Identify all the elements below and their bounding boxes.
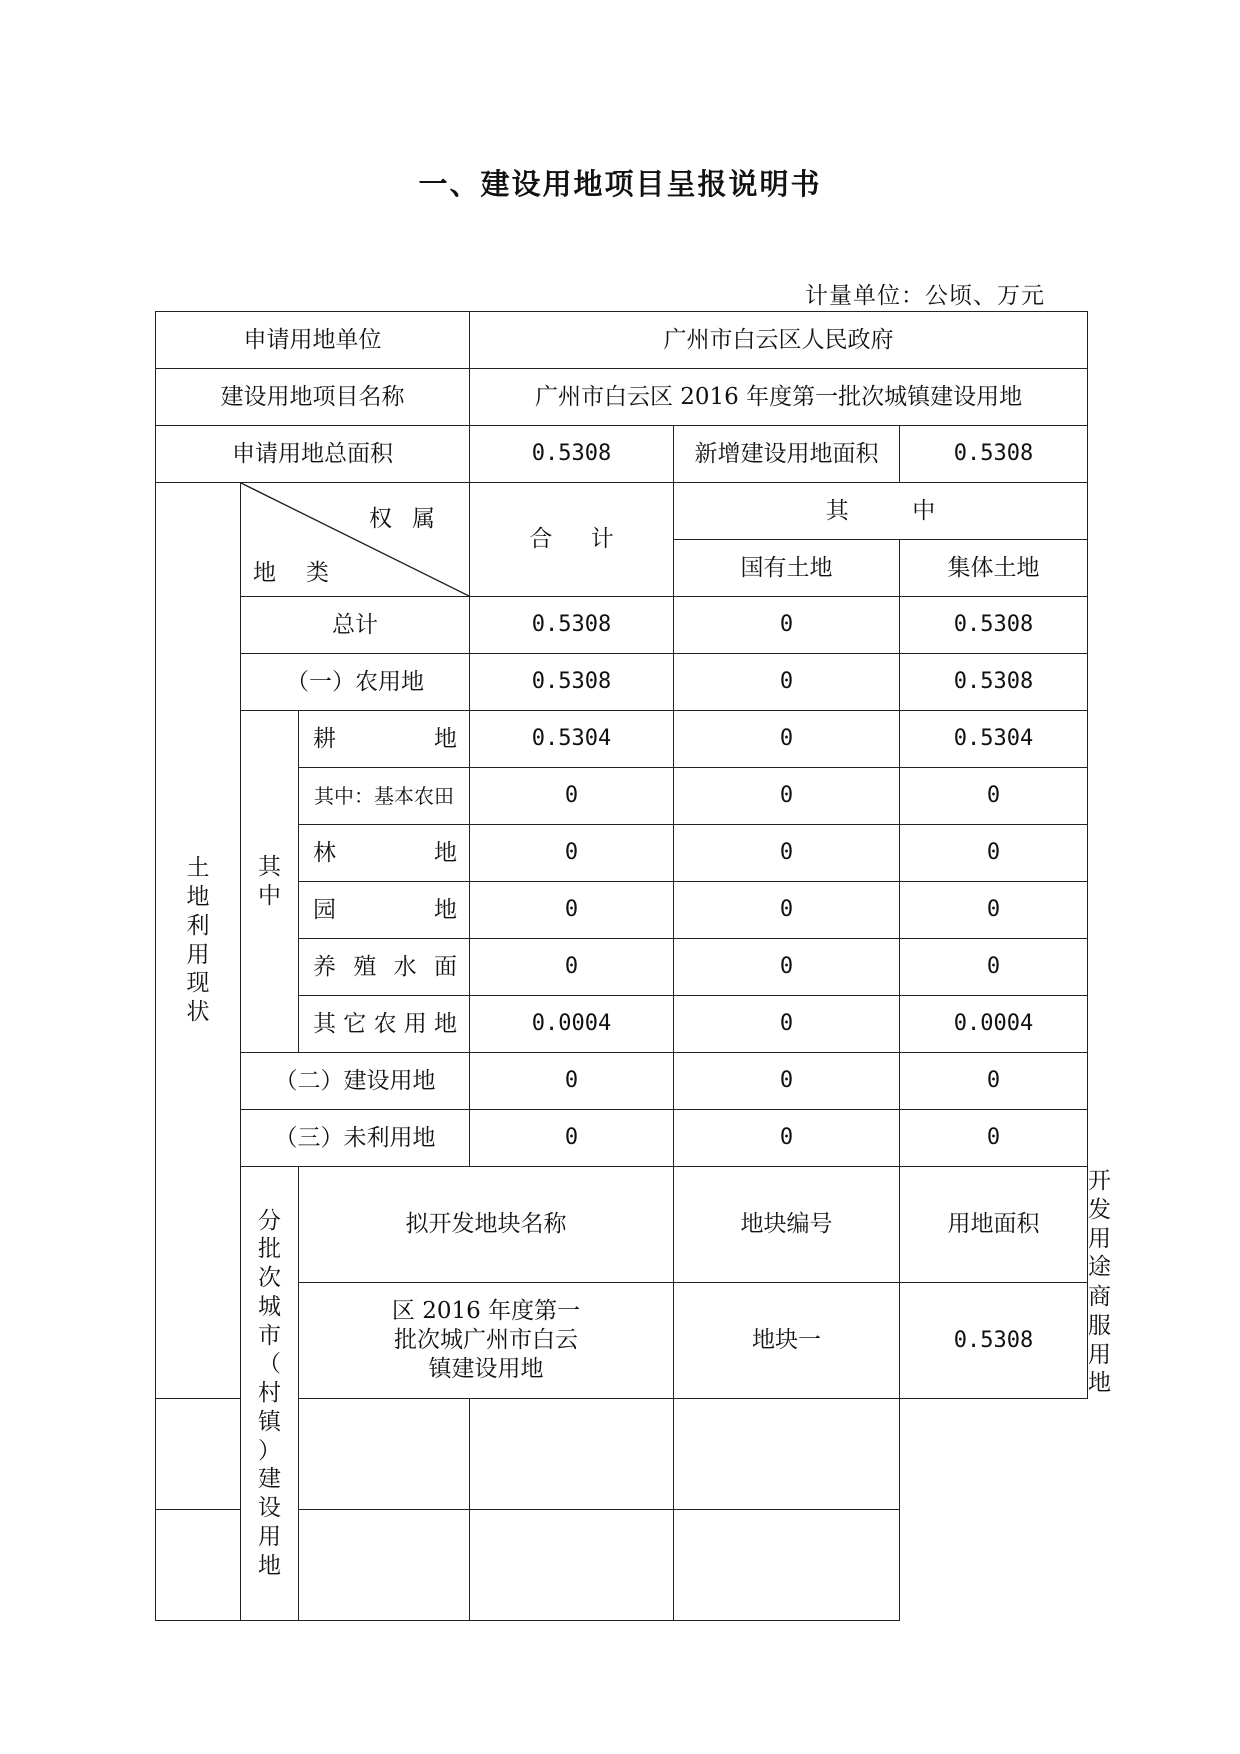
row-total: 0.0004 bbox=[470, 996, 674, 1053]
land-application-table bbox=[155, 311, 1112, 1621]
collective-land-header: 集体土地 bbox=[900, 540, 1088, 597]
land-use-section-label: 土 地 利 用 现 状 bbox=[156, 483, 241, 1399]
of-which-sub-label: 其 中 bbox=[241, 711, 299, 1053]
block-no-header: 地块编号 bbox=[674, 1167, 900, 1283]
row-collective: 0 bbox=[900, 882, 1088, 939]
row-state: 0 bbox=[674, 711, 900, 768]
row-label: （一）农用地 bbox=[241, 654, 470, 711]
of-which-header: 其 中 bbox=[674, 483, 1088, 540]
row-state: 0 bbox=[674, 882, 900, 939]
row-state: 0 bbox=[674, 996, 900, 1053]
total-area-label: 申请用地总面积 bbox=[156, 426, 470, 483]
row-total: 0.5304 bbox=[470, 711, 674, 768]
empty-cell bbox=[470, 1399, 674, 1510]
row-total: 0.5308 bbox=[470, 654, 674, 711]
row-collective: 0 bbox=[900, 939, 1088, 996]
applicant-value: 广州市白云区人民政府 bbox=[470, 312, 1088, 369]
row-collective: 0.5308 bbox=[900, 654, 1088, 711]
empty-cell bbox=[299, 1510, 470, 1621]
diag-ownership-label: 权属 bbox=[369, 506, 456, 532]
empty-cell bbox=[674, 1399, 900, 1510]
empty-cell bbox=[674, 1510, 900, 1621]
block-name-value: 区 2016 年度第一 批次城广州市白云 镇建设用地 bbox=[299, 1283, 674, 1399]
row-total: 0 bbox=[470, 939, 674, 996]
unit-note: 计量单位：公顷、万元 bbox=[805, 283, 1045, 309]
table-row bbox=[156, 1110, 1088, 1167]
row-total: 0 bbox=[470, 1053, 674, 1110]
table-row bbox=[156, 654, 1088, 711]
batch-section-label: 分 批 次 城 市 （ 村 镇 ） 建 设 用 地 bbox=[241, 1167, 299, 1621]
batch-empty-row bbox=[156, 1510, 1088, 1621]
row-label: 养 殖 水 面 bbox=[299, 939, 470, 996]
row-collective: 0.0004 bbox=[900, 996, 1088, 1053]
row-collective: 0 bbox=[900, 1053, 1088, 1110]
row-total: 0 bbox=[470, 768, 674, 825]
batch-header-row: 分 批 次 城 市 （ 村 镇 ） 建 设 用 地 拟开发地块名称 地块编号 用地面积 开发用途 bbox=[156, 1167, 1088, 1283]
table-row bbox=[156, 597, 1088, 654]
block-no-value: 地块一 bbox=[674, 1283, 900, 1399]
batch-empty-row bbox=[156, 1399, 1088, 1510]
total-column-header: 合 计 bbox=[470, 483, 674, 597]
applicant-row bbox=[156, 312, 1088, 369]
table-row bbox=[156, 711, 1088, 768]
total-area-value: 0.5308 bbox=[470, 426, 674, 483]
row-label: 园 地 bbox=[299, 882, 470, 939]
row-label: 其中：基本农田 bbox=[299, 768, 470, 825]
table-row bbox=[156, 1053, 1088, 1110]
state-land-header: 国有土地 bbox=[674, 540, 900, 597]
row-total: 0 bbox=[470, 1110, 674, 1167]
row-collective: 0 bbox=[900, 1110, 1088, 1167]
new-area-label: 新增建设用地面积 bbox=[674, 426, 900, 483]
empty-cell bbox=[299, 1399, 470, 1510]
block-name-header: 拟开发地块名称 bbox=[299, 1167, 674, 1283]
row-state: 0 bbox=[674, 1053, 900, 1110]
row-total: 0.5308 bbox=[470, 597, 674, 654]
row-state: 0 bbox=[674, 597, 900, 654]
row-state: 0 bbox=[674, 825, 900, 882]
row-collective: 0 bbox=[900, 825, 1088, 882]
new-area-value: 0.5308 bbox=[900, 426, 1088, 483]
applicant-label: 申请用地单位 bbox=[156, 312, 470, 369]
project-label: 建设用地项目名称 bbox=[156, 369, 470, 426]
row-label: 其 它 农 用 地 bbox=[299, 996, 470, 1053]
land-use-header-row-1 bbox=[156, 483, 1088, 540]
area-value: 0.5308 bbox=[900, 1283, 1088, 1399]
row-label: （三）未利用地 bbox=[241, 1110, 470, 1167]
row-label: 总计 bbox=[241, 597, 470, 654]
area-header: 用地面积 bbox=[900, 1167, 1088, 1283]
batch-data-row: 区 2016 年度第一 批次城广州市白云 镇建设用地 地块一 0.5308 商服用地 bbox=[156, 1283, 1088, 1399]
row-collective: 0 bbox=[900, 768, 1088, 825]
diag-landtype-label: 地类 bbox=[253, 560, 359, 587]
empty-cell bbox=[470, 1510, 674, 1621]
page-title: 一、建设用地项目呈报说明书 bbox=[418, 167, 822, 201]
row-collective: 0.5304 bbox=[900, 711, 1088, 768]
project-row bbox=[156, 369, 1088, 426]
row-state: 0 bbox=[674, 939, 900, 996]
row-label: （二）建设用地 bbox=[241, 1053, 470, 1110]
row-state: 0 bbox=[674, 768, 900, 825]
project-value: 广州市白云区 2016 年度第一批次城镇建设用地 bbox=[470, 369, 1088, 426]
row-state: 0 bbox=[674, 654, 900, 711]
row-total: 0 bbox=[470, 825, 674, 882]
row-label: 耕 地 bbox=[299, 711, 470, 768]
row-total: 0 bbox=[470, 882, 674, 939]
row-label: 林 地 bbox=[299, 825, 470, 882]
diagonal-header-cell bbox=[241, 483, 470, 597]
row-state: 0 bbox=[674, 1110, 900, 1167]
row-collective: 0.5308 bbox=[900, 597, 1088, 654]
area-row bbox=[156, 426, 1088, 483]
